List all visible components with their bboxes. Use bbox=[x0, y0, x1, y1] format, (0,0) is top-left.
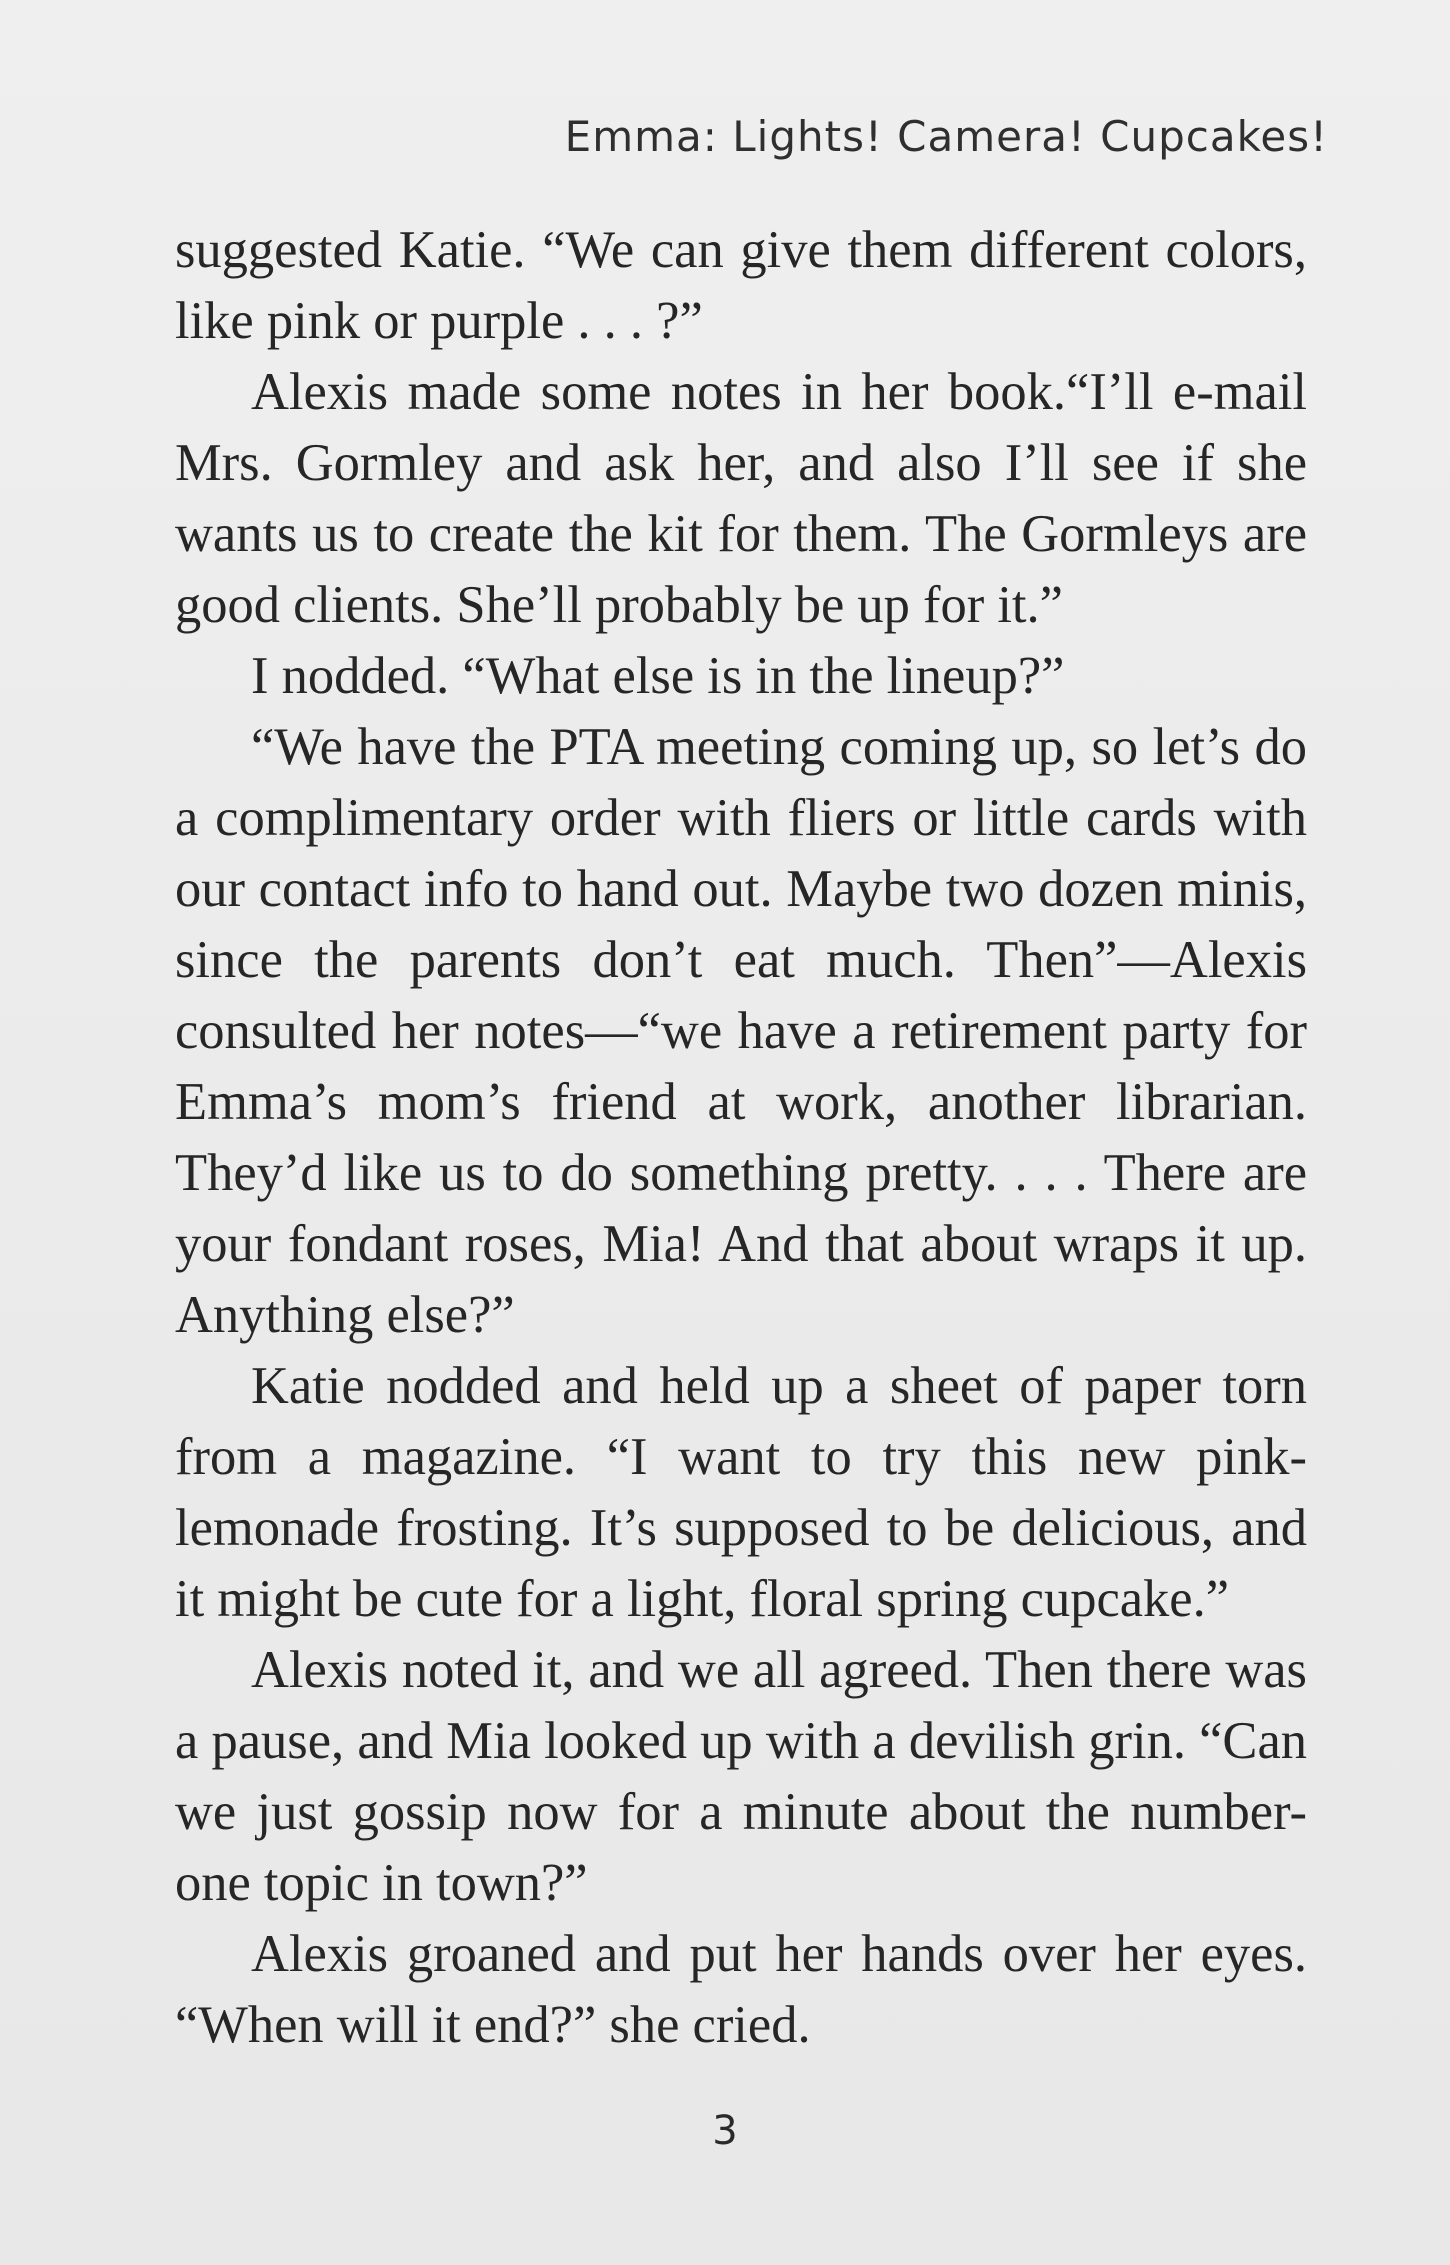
paragraph-7: Alexis groaned and put her hands over her eyes. “When will it end?” she cried. bbox=[175, 1925, 1307, 2054]
running-header-title: Emma: Lights! Camera! Cupcakes! bbox=[564, 112, 1328, 161]
paragraph-6: Alexis noted it, and we all agreed. Then there was a pause, and Mia looked up with a devilish grin. “Can we just gossip now for a minute about the number-one topic in town?” bbox=[175, 1641, 1307, 1912]
body-text bbox=[175, 215, 1307, 2061]
paragraph-3: I nodded. “What else is in the lineup?” bbox=[251, 647, 1065, 705]
paragraph-1: suggested Katie. “We can give them different colors, like pink or purple . . . ?” bbox=[175, 221, 1307, 350]
paragraph-4: “We have the PTA meeting coming up, so let’s do a complimentary order with fliers or little cards with our contact info to hand out. Maybe two dozen minis, since the parents don’t eat much. Then”—Alexis consulted her notes—“we have a retirement party for Emma’s mom’s friend at work, another librarian. They’d like us to do something pretty. . . . There are your fondant roses, Mia! And that about wraps it up. Anything else?” bbox=[175, 718, 1307, 1344]
paragraph-5: Katie nodded and held up a sheet of paper torn from a magazine. “I want to try this new pink-lemonade frosting. It’s supposed to be delicious, and it might be cute for a light, floral spring cupcake.” bbox=[175, 1357, 1307, 1628]
paragraph-2: Alexis made some notes in her book.“I’ll e-mail Mrs. Gormley and ask her, and also I’ll see if she wants us to create the kit for them. The Gormleys are good clients. She’ll probably be up for it.” bbox=[175, 363, 1307, 634]
page-number: 3 bbox=[712, 2108, 738, 2154]
